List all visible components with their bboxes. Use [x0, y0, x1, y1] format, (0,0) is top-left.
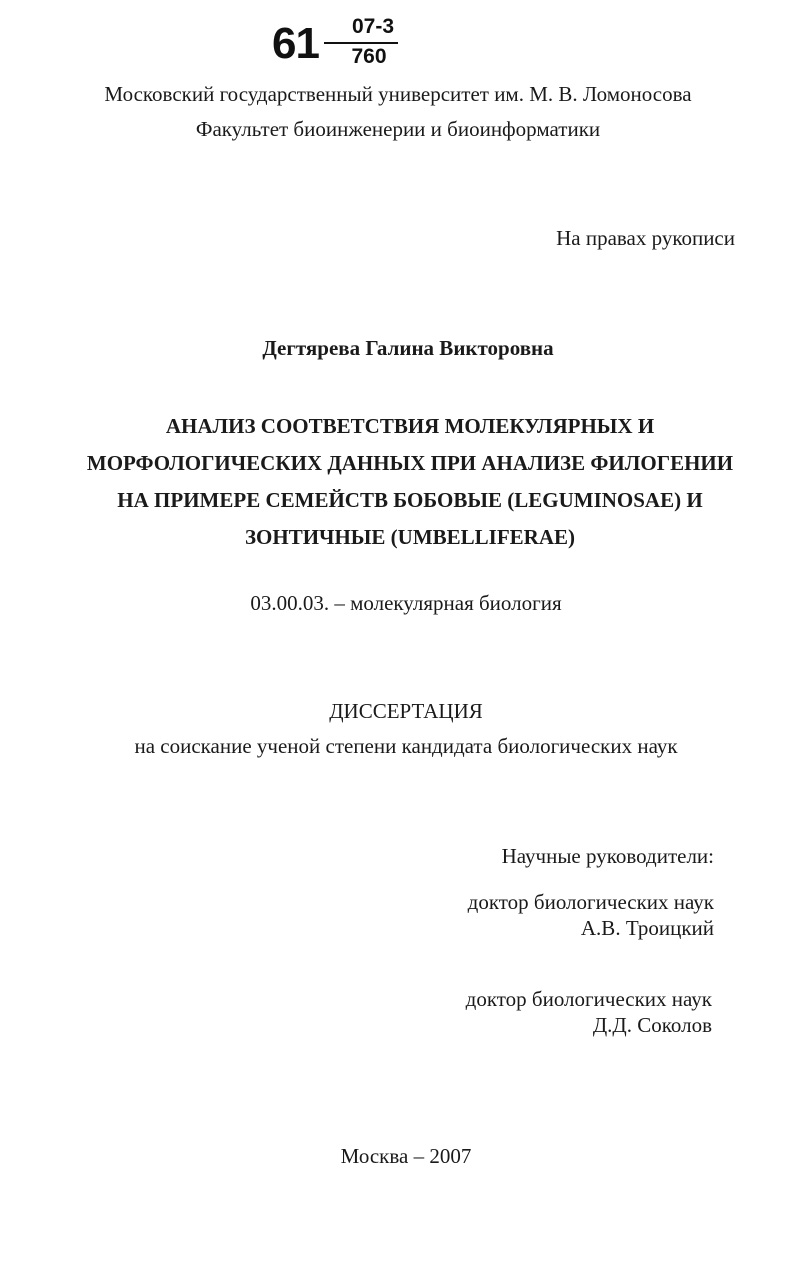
stamp-numerator: 07-3 — [351, 15, 395, 38]
supervisor-degree: доктор биологических наук — [465, 987, 712, 1011]
stamp-main-number: 61 — [272, 19, 319, 68]
supervisor-name: А.В. Троицкий — [580, 916, 714, 940]
supervisor-name: Д.Д. Соколов — [592, 1013, 712, 1037]
author-name: Дегтярева Галина Викторовна — [262, 336, 554, 360]
degree-purpose: на соискание ученой степени кандидата биологических наук — [134, 734, 678, 758]
university-name: Московский государственный университет им. М. В. Ломоносова — [104, 82, 692, 106]
supervisor-degree: доктор биологических наук — [467, 890, 714, 914]
city-year: Москва – 2007 — [340, 1144, 472, 1168]
document-type: ДИССЕРТАЦИЯ — [329, 699, 483, 723]
supervisor-entry — [466, 986, 712, 1038]
stamp-denominator: 760 — [351, 45, 387, 68]
supervisors-heading: Научные руководители: — [501, 844, 714, 868]
supervisor-entry — [468, 889, 714, 941]
title-line: АНАЛИЗ СООТВЕТСТВИЯ МОЛЕКУЛЯРНЫХ И — [165, 414, 655, 438]
title-line: МОРФОЛОГИЧЕСКИХ ДАННЫХ ПРИ АНАЛИЗЕ ФИЛОГЕНИИ — [86, 451, 734, 475]
rights-note: На правах рукописи — [556, 226, 735, 250]
faculty-name: Факультет биоинженерии и биоинформатики — [195, 117, 601, 141]
stamp-fraction-line — [324, 42, 398, 44]
dissertation-title — [60, 408, 760, 556]
library-stamp — [272, 16, 412, 72]
title-line: НА ПРИМЕРЕ СЕМЕЙСТВ БОБОВЫЕ (LEGUMINOSAE) И — [117, 488, 703, 512]
title-line: ЗОНТИЧНЫЕ (UMBELLIFERAE) — [244, 525, 576, 549]
specialty-code: 03.00.03. – молекулярная биология — [250, 591, 562, 615]
